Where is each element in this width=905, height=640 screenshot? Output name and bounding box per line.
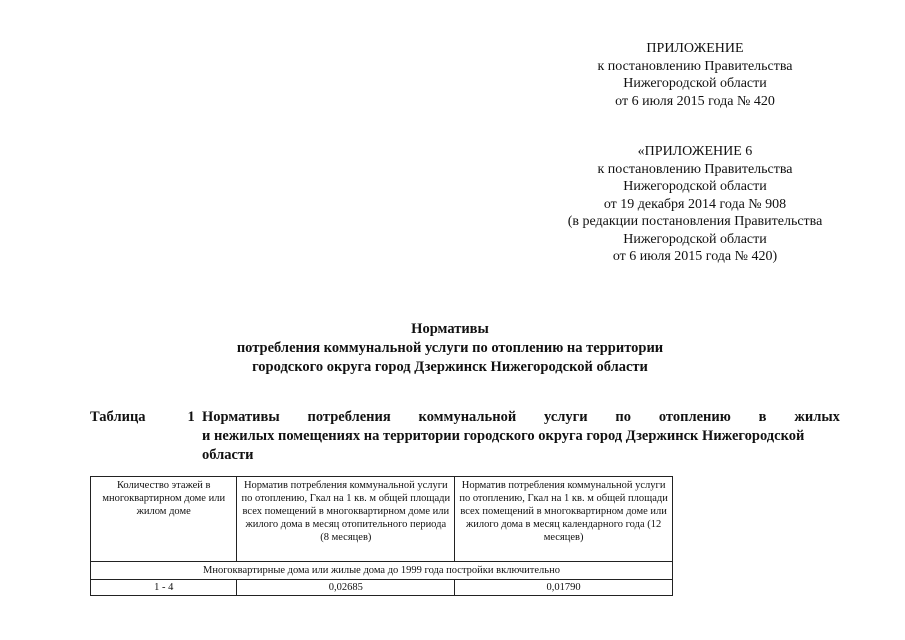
table-caption-text: [202, 408, 840, 465]
norms-table: [90, 476, 673, 596]
appendix-header-line: ПРИЛОЖЕНИЕ: [646, 41, 744, 56]
caption-word: Нормативы: [202, 409, 280, 425]
appendix-header-line: к постановлению Правительства: [597, 58, 793, 74]
table-caption-line: и нежилых помещениях на территории городского округа город Дзержинск Нижегородской: [202, 428, 805, 444]
appendix-6-line: от 6 июля 2015 года № 420): [612, 249, 778, 264]
appendix-6-line: от 19 декабря 2014 года № 908: [603, 196, 787, 212]
caption-word: коммунальной: [418, 409, 517, 425]
document-title-line: Нормативы: [411, 321, 489, 337]
caption-word: отоплению: [658, 409, 731, 425]
appendix-header-line: от 6 июля 2015 года № 420: [615, 93, 775, 109]
header-calendar-year-norm: Норматив потребления коммунальной услуги по отоплению, Гкал на 1 кв. м общей площади всех помещений в многоквартирном доме или жилого дома в месяц календарного года (12 месяцев): [455, 477, 673, 562]
cell-floors: 1 - 4: [91, 580, 237, 596]
appendix-6-line: к постановлению Правительства: [597, 161, 793, 177]
appendix-6-line: Нижегородской области: [623, 179, 767, 194]
caption-word: в: [758, 409, 767, 425]
section-label: Многоквартирные дома или жилые дома до 1999 года постройки включительно: [91, 562, 673, 580]
table-caption-line: области: [202, 447, 254, 463]
table-caption: [90, 408, 840, 465]
appendix-6-line: «ПРИЛОЖЕНИЕ 6: [637, 144, 753, 159]
table-header-row: [91, 477, 673, 562]
cell-heating-period: 0,02685: [237, 580, 455, 596]
table-label-word: Таблица: [90, 409, 146, 425]
caption-word: жилых: [794, 409, 840, 425]
header-heating-period-norm: Норматив потребления коммунальной услуги по отоплению, Гкал на 1 кв. м общей площади всех помещений в многоквартирном доме или жилого дома в месяц отопительного периода (8 месяцев): [237, 477, 455, 562]
cell-calendar-year: 0,01790: [455, 580, 673, 596]
caption-word: услуги: [544, 409, 588, 425]
appendix-6-header: [545, 143, 845, 266]
appendix-6-line: Нижегородской области: [623, 231, 767, 247]
table-row: [91, 580, 673, 596]
appendix-header-line: Нижегородской области: [623, 76, 767, 91]
table-label: [90, 408, 237, 427]
document-title-line: потребления коммунальной услуги по отоплению на территории: [236, 340, 664, 356]
caption-word: потребления: [307, 409, 391, 425]
appendix-header: [575, 40, 815, 110]
table-caption-line: [202, 408, 840, 427]
table-section-row: [91, 562, 673, 580]
table-number: 1: [187, 409, 195, 425]
document-title: [150, 320, 750, 377]
caption-word: по: [615, 409, 632, 425]
header-floors: Количество этажей в многоквартирном доме или жилом доме: [91, 477, 237, 562]
document-title-line: городского округа город Дзержинск Нижегородской области: [252, 359, 648, 375]
appendix-6-line: (в редакции постановления Правительства: [567, 214, 823, 229]
